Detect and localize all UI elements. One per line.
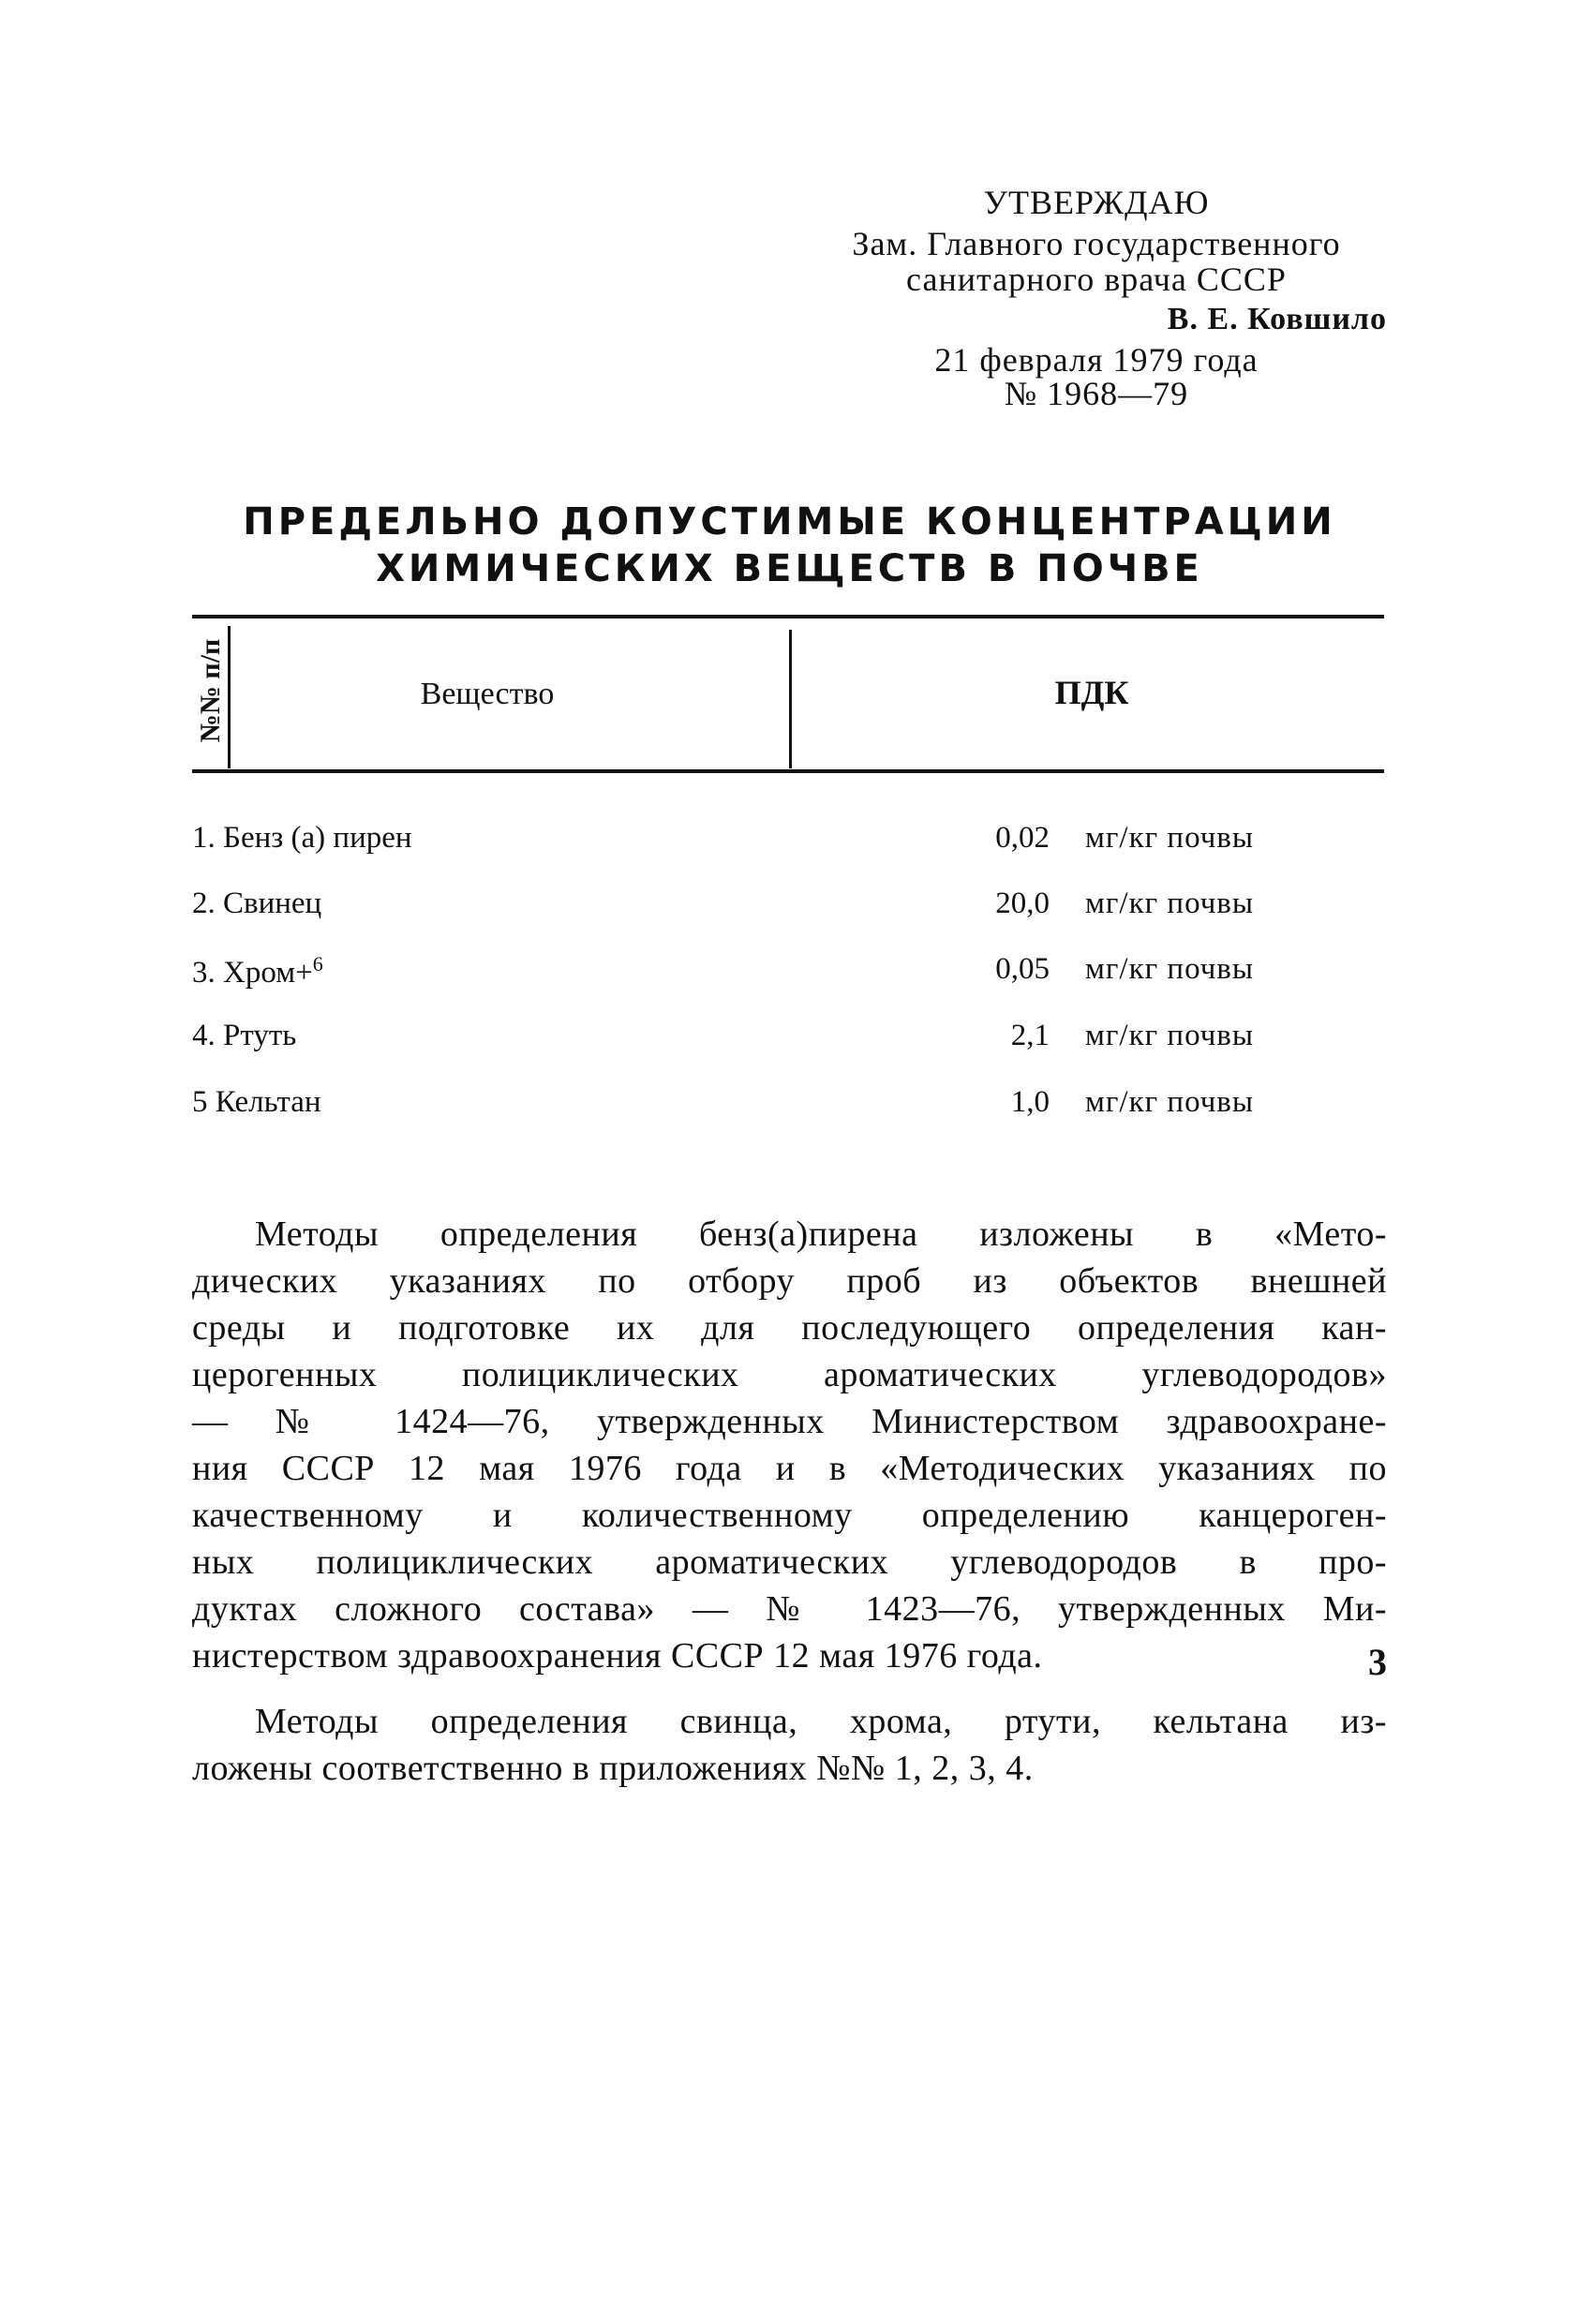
row-superscript: 6 <box>312 952 323 976</box>
row-value: 0,05 <box>995 952 1050 986</box>
text-line: дических указаниях по отбору проб из объектов внешней <box>192 1261 1387 1301</box>
page-number: 3 <box>1368 1641 1387 1683</box>
text-line: дуктах сложного состава» — № 1423—76, утвержденных Ми- <box>192 1589 1387 1629</box>
row-substance: Ртуть <box>223 1019 297 1052</box>
row-value: 0,02 <box>995 821 1050 855</box>
text-line: нистерством здравоохранения СССР 12 мая 1976 года. <box>192 1636 1043 1676</box>
text-line: качественному и количественному определению канцероген- <box>192 1496 1387 1535</box>
table-top-rule <box>192 615 1384 618</box>
text-line: церогенных полициклических ароматических углеводородов» <box>192 1355 1387 1394</box>
row-unit: мг/кг почвы <box>1085 1085 1255 1119</box>
page-title-line2: ХИМИЧЕСКИХ ВЕЩЕСТВ В ПОЧВЕ <box>376 547 1203 590</box>
approval-heading: УТВЕРЖДАЮ <box>983 184 1210 221</box>
page-title-line1: ПРЕДЕЛЬНО ДОПУСТИМЫЕ КОНЦЕНТРАЦИИ <box>243 500 1336 544</box>
row-number: 2. <box>192 886 216 920</box>
row-value: 2,1 <box>1010 1019 1050 1052</box>
header-number: №№ п/п <box>195 638 226 743</box>
row-substance: Кельтан <box>215 1085 321 1119</box>
row-value: 1,0 <box>1010 1085 1050 1119</box>
row-substance: Бенз (а) пирен <box>223 821 412 855</box>
table-row <box>192 886 1387 928</box>
text-line: — № 1424—76, утвержденных Министерством здравоохране- <box>192 1402 1387 1441</box>
row-unit: мг/кг почвы <box>1085 821 1255 855</box>
header-pdk: ПДК <box>1054 674 1129 711</box>
row-number: 1. <box>192 821 216 855</box>
text-line: ния СССР 12 мая 1976 года и в «Методических указаниях по <box>192 1449 1387 1488</box>
text-line: среды и подготовке их для последующего определения кан- <box>192 1308 1387 1348</box>
text-line: Методы определения бенз(а)пирена изложены в «Мето- <box>255 1214 1387 1254</box>
approval-position-line2: санитарного врача СССР <box>906 261 1287 298</box>
column-divider <box>789 630 792 768</box>
column-divider <box>228 626 231 768</box>
table-row <box>192 821 1387 862</box>
row-value: 20,0 <box>995 886 1050 920</box>
table-row <box>192 1019 1387 1060</box>
approval-date: 21 февраля 1979 года <box>934 341 1259 379</box>
header-substance: Вещество <box>420 677 555 711</box>
table-row <box>192 1085 1387 1126</box>
row-number: 3. <box>192 956 216 990</box>
row-unit: мг/кг почвы <box>1085 952 1255 986</box>
row-number: 4. <box>192 1019 216 1052</box>
text-line: ных полициклических ароматических углеводородов в про- <box>192 1542 1387 1582</box>
row-number: 5 <box>192 1085 208 1119</box>
approval-signatory: В. Е. Ковшило <box>1167 302 1387 336</box>
approval-number: № 1968—79 <box>1004 375 1189 412</box>
row-unit: мг/кг почвы <box>1085 1019 1255 1052</box>
table-row <box>192 952 1387 993</box>
table-header-bottom-rule <box>192 769 1384 773</box>
text-line: Методы определения свинца, хрома, ртути, кельтана из- <box>255 1702 1387 1741</box>
text-line: ложены соответственно в приложениях №№ 1, 2, 3, 4. <box>192 1749 1034 1788</box>
row-substance: Хром+ <box>223 956 313 990</box>
row-unit: мг/кг почвы <box>1085 886 1255 920</box>
approval-position-line1: Зам. Главного государственного <box>852 225 1341 262</box>
row-substance: Свинец <box>223 886 322 920</box>
